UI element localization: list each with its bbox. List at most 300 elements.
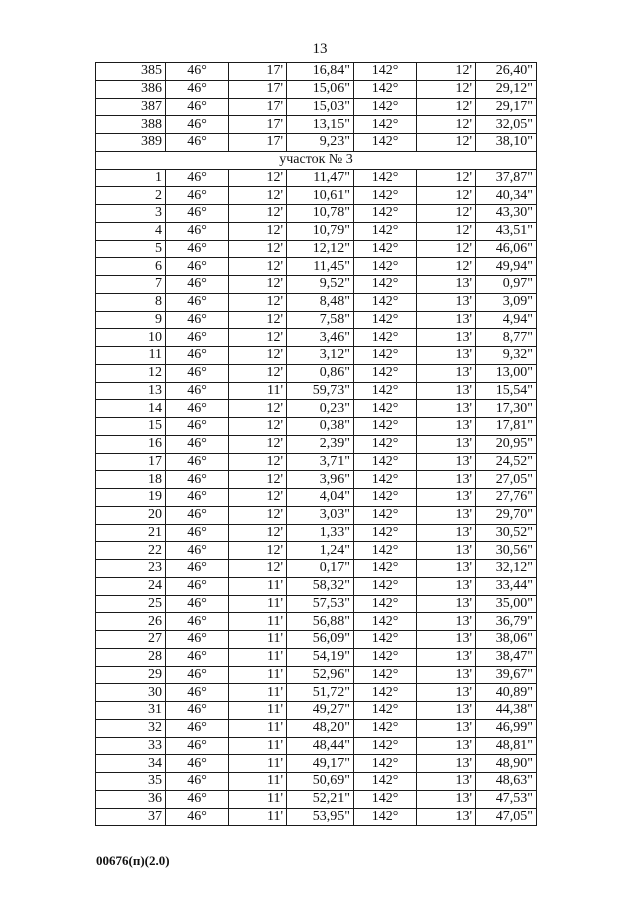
lat-seconds: 7,58": [287, 311, 354, 329]
lat-degrees: 46°: [166, 187, 229, 205]
lat-degrees: 46°: [166, 80, 229, 98]
lat-seconds: 52,96": [287, 666, 354, 684]
lon-seconds: 29,70": [476, 506, 537, 524]
lat-seconds: 56,88": [287, 613, 354, 631]
lat-degrees: 46°: [166, 755, 229, 773]
lon-seconds: 38,10": [476, 134, 537, 152]
lat-minutes: 12': [229, 506, 287, 524]
lon-minutes: 13': [417, 808, 476, 826]
table-row: [96, 435, 537, 453]
lat-seconds: 2,39": [287, 435, 354, 453]
lat-degrees: 46°: [166, 790, 229, 808]
lat-minutes: 11': [229, 790, 287, 808]
point-number: 21: [96, 524, 166, 542]
lat-degrees: 46°: [166, 222, 229, 240]
lat-minutes: 11': [229, 684, 287, 702]
lon-seconds: 15,54": [476, 382, 537, 400]
point-number: 386: [96, 80, 166, 98]
lat-degrees: 46°: [166, 737, 229, 755]
lon-minutes: 13': [417, 453, 476, 471]
lat-minutes: 11': [229, 737, 287, 755]
point-number: 20: [96, 506, 166, 524]
lat-degrees: 46°: [166, 631, 229, 649]
lat-degrees: 46°: [166, 134, 229, 152]
lat-seconds: 12,12": [287, 240, 354, 258]
lat-minutes: 12': [229, 542, 287, 560]
lat-minutes: 12': [229, 311, 287, 329]
table-row: [96, 808, 537, 826]
lon-minutes: 12': [417, 205, 476, 223]
lat-minutes: 11': [229, 631, 287, 649]
lat-seconds: 9,52": [287, 276, 354, 294]
point-number: 23: [96, 560, 166, 578]
lat-degrees: 46°: [166, 169, 229, 187]
lat-seconds: 0,86": [287, 364, 354, 382]
lon-minutes: 12': [417, 63, 476, 81]
lat-minutes: 12': [229, 560, 287, 578]
lat-minutes: 12': [229, 276, 287, 294]
lat-seconds: 16,84": [287, 63, 354, 81]
lon-seconds: 4,94": [476, 311, 537, 329]
lon-seconds: 30,56": [476, 542, 537, 560]
lat-minutes: 17': [229, 134, 287, 152]
lat-seconds: 15,06": [287, 80, 354, 98]
lon-degrees: 142°: [354, 613, 417, 631]
lon-minutes: 13': [417, 666, 476, 684]
lon-degrees: 142°: [354, 98, 417, 116]
table-row: [96, 453, 537, 471]
lat-degrees: 46°: [166, 205, 229, 223]
table-row: [96, 276, 537, 294]
lon-degrees: 142°: [354, 311, 417, 329]
point-number: 24: [96, 577, 166, 595]
lon-minutes: 13': [417, 506, 476, 524]
lon-minutes: 12': [417, 258, 476, 276]
lat-minutes: 11': [229, 719, 287, 737]
point-number: 14: [96, 400, 166, 418]
lon-degrees: 142°: [354, 418, 417, 436]
lat-seconds: 0,17": [287, 560, 354, 578]
point-number: 11: [96, 347, 166, 365]
point-number: 37: [96, 808, 166, 826]
point-number: 385: [96, 63, 166, 81]
table-row: [96, 790, 537, 808]
lat-minutes: 12': [229, 364, 287, 382]
lon-seconds: 8,77": [476, 329, 537, 347]
lat-minutes: 12': [229, 205, 287, 223]
table-row: [96, 400, 537, 418]
point-number: 33: [96, 737, 166, 755]
table-row: [96, 648, 537, 666]
table-row: [96, 577, 537, 595]
point-number: 389: [96, 134, 166, 152]
lon-minutes: 12': [417, 240, 476, 258]
lon-degrees: 142°: [354, 364, 417, 382]
point-number: 6: [96, 258, 166, 276]
lat-degrees: 46°: [166, 542, 229, 560]
lon-degrees: 142°: [354, 435, 417, 453]
table-row: [96, 205, 537, 223]
lat-seconds: 3,96": [287, 471, 354, 489]
lat-degrees: 46°: [166, 347, 229, 365]
lat-minutes: 12': [229, 347, 287, 365]
coordinates-table: [95, 62, 537, 826]
lon-seconds: 38,06": [476, 631, 537, 649]
lon-minutes: 13': [417, 755, 476, 773]
table-row: [96, 329, 537, 347]
lon-minutes: 13': [417, 400, 476, 418]
lat-minutes: 11': [229, 808, 287, 826]
lon-degrees: 142°: [354, 276, 417, 294]
lon-degrees: 142°: [354, 719, 417, 737]
lon-degrees: 142°: [354, 347, 417, 365]
lon-degrees: 142°: [354, 595, 417, 613]
lat-minutes: 11': [229, 577, 287, 595]
lon-degrees: 142°: [354, 684, 417, 702]
lon-minutes: 12': [417, 116, 476, 134]
lat-seconds: 59,73": [287, 382, 354, 400]
lon-minutes: 13': [417, 613, 476, 631]
lon-seconds: 17,81": [476, 418, 537, 436]
point-number: 7: [96, 276, 166, 294]
lat-degrees: 46°: [166, 435, 229, 453]
lon-degrees: 142°: [354, 258, 417, 276]
lat-seconds: 11,45": [287, 258, 354, 276]
lon-degrees: 142°: [354, 666, 417, 684]
lon-seconds: 49,94": [476, 258, 537, 276]
lon-seconds: 20,95": [476, 435, 537, 453]
lon-seconds: 48,90": [476, 755, 537, 773]
lon-minutes: 13': [417, 560, 476, 578]
table-row: [96, 240, 537, 258]
lat-minutes: 12': [229, 524, 287, 542]
lat-degrees: 46°: [166, 311, 229, 329]
lon-minutes: 13': [417, 542, 476, 560]
lat-minutes: 12': [229, 489, 287, 507]
lon-minutes: 13': [417, 595, 476, 613]
point-number: 25: [96, 595, 166, 613]
lon-degrees: 142°: [354, 489, 417, 507]
lat-degrees: 46°: [166, 577, 229, 595]
lon-degrees: 142°: [354, 631, 417, 649]
point-number: 15: [96, 418, 166, 436]
lat-seconds: 3,12": [287, 347, 354, 365]
lon-degrees: 142°: [354, 240, 417, 258]
point-number: 5: [96, 240, 166, 258]
lon-minutes: 12': [417, 169, 476, 187]
lon-seconds: 32,12": [476, 560, 537, 578]
lat-seconds: 56,09": [287, 631, 354, 649]
point-number: 30: [96, 684, 166, 702]
lat-seconds: 3,46": [287, 329, 354, 347]
lat-seconds: 49,27": [287, 702, 354, 720]
lon-degrees: 142°: [354, 524, 417, 542]
lat-minutes: 11': [229, 666, 287, 684]
lat-seconds: 0,38": [287, 418, 354, 436]
lon-degrees: 142°: [354, 134, 417, 152]
lat-seconds: 49,17": [287, 755, 354, 773]
table-row: [96, 702, 537, 720]
lat-minutes: 12': [229, 169, 287, 187]
lon-degrees: 142°: [354, 560, 417, 578]
point-number: 17: [96, 453, 166, 471]
lon-minutes: 13': [417, 684, 476, 702]
lon-minutes: 13': [417, 737, 476, 755]
table-row: [96, 471, 537, 489]
lon-degrees: 142°: [354, 702, 417, 720]
lat-seconds: 0,23": [287, 400, 354, 418]
table-row: [96, 773, 537, 791]
lat-minutes: 12': [229, 435, 287, 453]
lon-seconds: 35,00": [476, 595, 537, 613]
table-row: [96, 293, 537, 311]
lon-minutes: 13': [417, 577, 476, 595]
table-row: [96, 542, 537, 560]
lat-minutes: 17': [229, 80, 287, 98]
point-number: 8: [96, 293, 166, 311]
lon-minutes: 13': [417, 790, 476, 808]
table-row: [96, 755, 537, 773]
lon-seconds: 32,05": [476, 116, 537, 134]
point-number: 34: [96, 755, 166, 773]
lon-seconds: 27,05": [476, 471, 537, 489]
lat-seconds: 8,48": [287, 293, 354, 311]
point-number: 26: [96, 613, 166, 631]
lat-degrees: 46°: [166, 471, 229, 489]
table-row: [96, 364, 537, 382]
point-number: 3: [96, 205, 166, 223]
lon-degrees: 142°: [354, 577, 417, 595]
lat-degrees: 46°: [166, 702, 229, 720]
table-row: [96, 613, 537, 631]
lon-degrees: 142°: [354, 116, 417, 134]
lon-degrees: 142°: [354, 222, 417, 240]
lat-degrees: 46°: [166, 808, 229, 826]
lon-seconds: 33,44": [476, 577, 537, 595]
point-number: 28: [96, 648, 166, 666]
lat-minutes: 17': [229, 63, 287, 81]
lon-degrees: 142°: [354, 382, 417, 400]
lat-seconds: 10,79": [287, 222, 354, 240]
point-number: 19: [96, 489, 166, 507]
lon-minutes: 13': [417, 293, 476, 311]
point-number: 29: [96, 666, 166, 684]
section-header-row: [96, 151, 537, 169]
lat-seconds: 50,69": [287, 773, 354, 791]
lon-seconds: 37,87": [476, 169, 537, 187]
lon-minutes: 13': [417, 329, 476, 347]
lon-seconds: 46,06": [476, 240, 537, 258]
lat-minutes: 12': [229, 400, 287, 418]
point-number: 387: [96, 98, 166, 116]
lon-degrees: 142°: [354, 205, 417, 223]
lat-seconds: 13,15": [287, 116, 354, 134]
lat-seconds: 15,03": [287, 98, 354, 116]
lon-seconds: 40,34": [476, 187, 537, 205]
lon-minutes: 13': [417, 418, 476, 436]
lon-minutes: 13': [417, 702, 476, 720]
lat-degrees: 46°: [166, 524, 229, 542]
lat-minutes: 11': [229, 595, 287, 613]
lat-degrees: 46°: [166, 98, 229, 116]
table-row: [96, 187, 537, 205]
lat-minutes: 17': [229, 116, 287, 134]
lat-minutes: 12': [229, 222, 287, 240]
lat-degrees: 46°: [166, 506, 229, 524]
lon-seconds: 46,99": [476, 719, 537, 737]
table-row: [96, 489, 537, 507]
point-number: 10: [96, 329, 166, 347]
table-row: [96, 506, 537, 524]
lat-seconds: 54,19": [287, 648, 354, 666]
lon-degrees: 142°: [354, 453, 417, 471]
lon-minutes: 13': [417, 648, 476, 666]
lat-minutes: 12': [229, 453, 287, 471]
lon-degrees: 142°: [354, 293, 417, 311]
lon-minutes: 12': [417, 98, 476, 116]
lon-minutes: 12': [417, 187, 476, 205]
lat-minutes: 12': [229, 187, 287, 205]
lon-minutes: 13': [417, 471, 476, 489]
point-number: 32: [96, 719, 166, 737]
point-number: 13: [96, 382, 166, 400]
point-number: 2: [96, 187, 166, 205]
lat-degrees: 46°: [166, 63, 229, 81]
coordinates-table-body: [96, 63, 537, 826]
lat-degrees: 46°: [166, 719, 229, 737]
lon-degrees: 142°: [354, 790, 417, 808]
lat-degrees: 46°: [166, 240, 229, 258]
lon-seconds: 30,52": [476, 524, 537, 542]
lat-minutes: 11': [229, 382, 287, 400]
lat-minutes: 11': [229, 773, 287, 791]
lon-seconds: 24,52": [476, 453, 537, 471]
point-number: 388: [96, 116, 166, 134]
lat-degrees: 46°: [166, 364, 229, 382]
lat-minutes: 12': [229, 329, 287, 347]
table-row: [96, 98, 537, 116]
lon-degrees: 142°: [354, 773, 417, 791]
lon-degrees: 142°: [354, 808, 417, 826]
lat-seconds: 3,03": [287, 506, 354, 524]
lon-minutes: 13': [417, 489, 476, 507]
point-number: 22: [96, 542, 166, 560]
lon-minutes: 12': [417, 134, 476, 152]
table-row: [96, 418, 537, 436]
lat-minutes: 12': [229, 240, 287, 258]
lat-seconds: 10,78": [287, 205, 354, 223]
lat-seconds: 51,72": [287, 684, 354, 702]
point-number: 9: [96, 311, 166, 329]
point-number: 31: [96, 702, 166, 720]
table-row: [96, 116, 537, 134]
table-row: [96, 80, 537, 98]
lon-degrees: 142°: [354, 471, 417, 489]
lat-seconds: 48,20": [287, 719, 354, 737]
table-row: [96, 631, 537, 649]
lon-seconds: 29,17": [476, 98, 537, 116]
table-row: [96, 222, 537, 240]
lat-minutes: 12': [229, 418, 287, 436]
lon-minutes: 13': [417, 364, 476, 382]
lat-minutes: 12': [229, 471, 287, 489]
page-number: 13: [312, 41, 328, 57]
lon-seconds: 39,67": [476, 666, 537, 684]
lat-seconds: 1,24": [287, 542, 354, 560]
lon-seconds: 43,51": [476, 222, 537, 240]
lon-degrees: 142°: [354, 80, 417, 98]
lon-degrees: 142°: [354, 187, 417, 205]
lon-degrees: 142°: [354, 169, 417, 187]
lon-seconds: 40,89": [476, 684, 537, 702]
lon-seconds: 48,81": [476, 737, 537, 755]
lon-degrees: 142°: [354, 542, 417, 560]
point-number: 12: [96, 364, 166, 382]
table-row: [96, 169, 537, 187]
table-row: [96, 737, 537, 755]
lat-seconds: 52,21": [287, 790, 354, 808]
lat-minutes: 12': [229, 258, 287, 276]
lon-degrees: 142°: [354, 648, 417, 666]
lat-seconds: 9,23": [287, 134, 354, 152]
lon-degrees: 142°: [354, 63, 417, 81]
lat-seconds: 3,71": [287, 453, 354, 471]
lon-minutes: 13': [417, 347, 476, 365]
lat-degrees: 46°: [166, 116, 229, 134]
table-row: [96, 560, 537, 578]
table-row: [96, 719, 537, 737]
lon-minutes: 13': [417, 524, 476, 542]
lon-minutes: 13': [417, 382, 476, 400]
lon-seconds: 29,12": [476, 80, 537, 98]
lat-seconds: 57,53": [287, 595, 354, 613]
lon-seconds: 43,30": [476, 205, 537, 223]
footer-document-code: 00676(п)(2.0): [96, 853, 170, 868]
table-row: [96, 684, 537, 702]
lon-seconds: 47,53": [476, 790, 537, 808]
lon-seconds: 26,40": [476, 63, 537, 81]
lat-degrees: 46°: [166, 666, 229, 684]
lat-minutes: 11': [229, 648, 287, 666]
lon-degrees: 142°: [354, 400, 417, 418]
lat-degrees: 46°: [166, 293, 229, 311]
lon-minutes: 13': [417, 773, 476, 791]
lat-seconds: 1,33": [287, 524, 354, 542]
lon-seconds: 0,97": [476, 276, 537, 294]
table-row: [96, 311, 537, 329]
lat-degrees: 46°: [166, 382, 229, 400]
table-row: [96, 666, 537, 684]
section-header: участок № 3: [96, 151, 537, 169]
lon-minutes: 13': [417, 435, 476, 453]
table-row: [96, 524, 537, 542]
point-number: 18: [96, 471, 166, 489]
point-number: 35: [96, 773, 166, 791]
lat-degrees: 46°: [166, 684, 229, 702]
lon-seconds: 9,32": [476, 347, 537, 365]
lon-seconds: 17,30": [476, 400, 537, 418]
point-number: 36: [96, 790, 166, 808]
lon-seconds: 27,76": [476, 489, 537, 507]
lon-seconds: 44,38": [476, 702, 537, 720]
lat-seconds: 10,61": [287, 187, 354, 205]
lon-degrees: 142°: [354, 506, 417, 524]
lon-minutes: 13': [417, 631, 476, 649]
lat-seconds: 11,47": [287, 169, 354, 187]
lon-seconds: 47,05": [476, 808, 537, 826]
lat-degrees: 46°: [166, 453, 229, 471]
lat-minutes: 11': [229, 613, 287, 631]
